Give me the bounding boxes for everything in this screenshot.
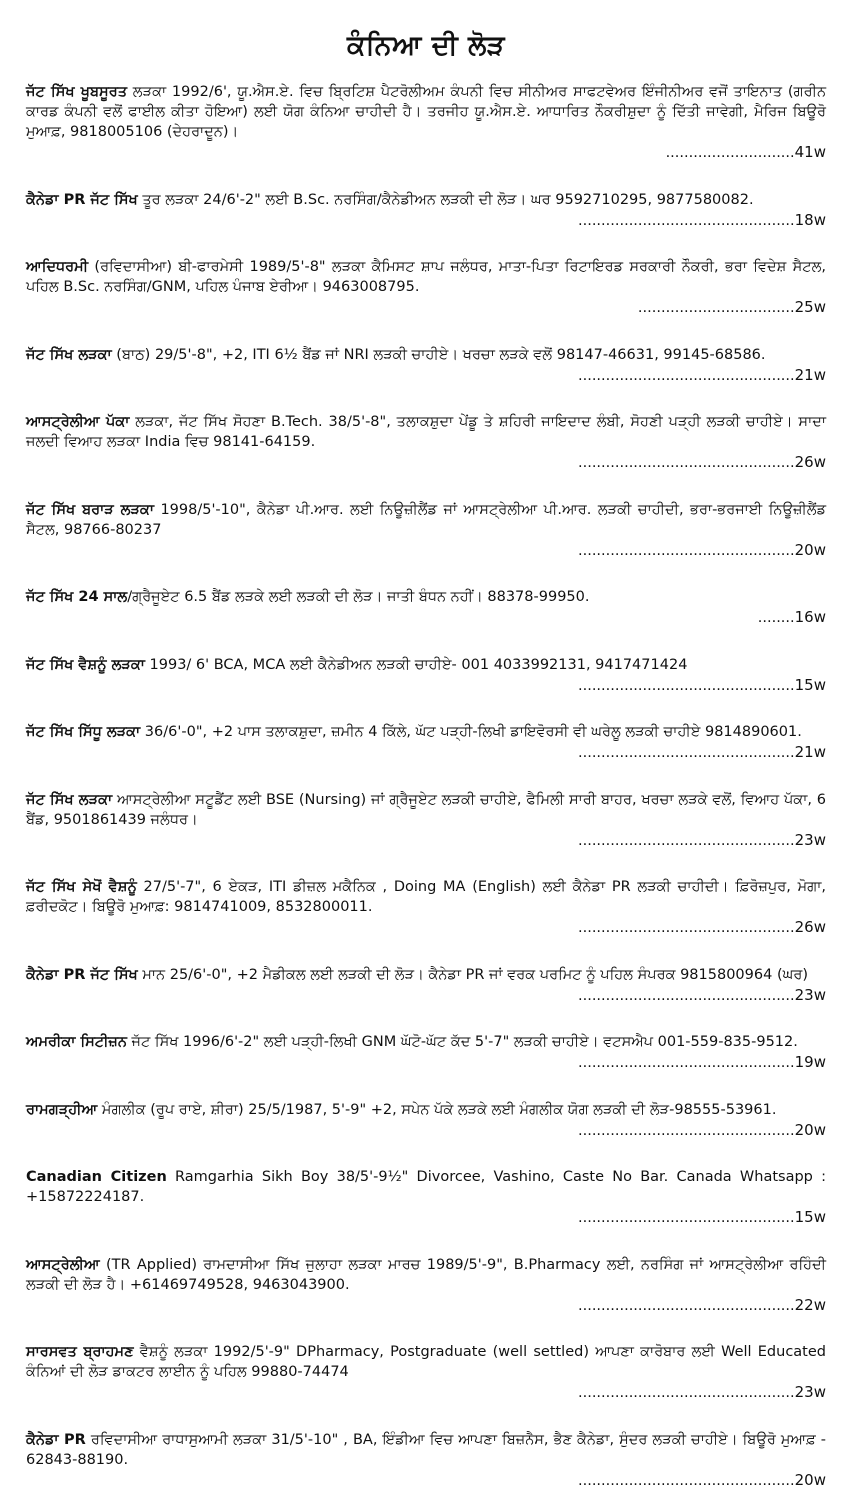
ad-leader-dots: ............................................... [578,1472,795,1489]
ad-lead: Canadian Citizen [26,1169,167,1185]
ad-body: ਰਵਿਦਾਸੀਆ ਰਾਧਾਸੁਆਮੀ ਲੜਕਾ 31/5'-10" , BA, ਇੰਡੀਆ ਵਿਚ ਆਪਣਾ ਬਿਜ਼ਨੈਸ, ਭੈਣ ਕੈਨੇਡਾ, ਸੁੰਦਰ ਲੜਕੀ ਚਾਹੀਏ। ਬਿਊਰੋ ਮੁਆਫ਼ - 62843-88190. [26,1431,826,1468]
classified-ad [26,587,826,628]
ad-body: /ਗ੍ਰੈਜੂਏਟ 6.5 ਬੈਂਡ ਲੜਕੇ ਲਈ ਲੜਕੀ ਦੀ ਲੋੜ। ਜਾਤੀ ਬੰਧਨ ਨਹੀਂ। 88378-99950. [127,589,590,605]
ad-body: 1993/ 6' BCA, MCA ਲਈ ਕੈਨੇਡੀਅਨ ਲੜਕੀ ਚਾਹੀਏ- 001 4033992131, 9417471424 [144,656,688,673]
ad-lead: ਕੈਨੇਡਾ PR ਜੱਟ ਸਿੱਖ [26,966,138,983]
ad-lead: ਕੈਨੇਡਾ PR [26,1431,86,1448]
ad-lead: ਜੱਟ ਸਿੱਖ ਲੜਕਾ [26,346,112,363]
ad-leader-dots: ............................................... [578,1055,795,1071]
classified-ad [26,722,826,763]
ad-body: Ramgarhia Sikh Boy 38/5'-9½" Divorcee, Vashino, Caste No Bar. Canada Whatsapp : +15872224187. [26,1169,826,1205]
ad-footer [26,365,826,386]
ad-footer [26,452,826,473]
ad-code: 26w [794,453,826,471]
ad-lead: ਜੱਟ ਸਿੱਖ ਸਿੱਧੂ ਲੜਕਾ [26,724,141,740]
ad-footer [26,1207,826,1228]
classified-ad [26,345,826,386]
ad-body: 36/6'-0", +2 ਪਾਸ ਤਲਾਕਸ਼ੁਦਾ, ਜ਼ਮੀਨ 4 ਕਿੱਲੇ, ਘੱਟ ਪੜ੍ਹੀ-ਲਿਖੀ ਡਾਇਵੋਰਸੀ ਵੀ ਘਰੇਲੂ ਲੜਕੀ ਚਾਹੀਏ 9814890601. [140,724,802,740]
ad-body: ਤੂਰ ਲੜਕਾ 24/6'-2" ਲਈ B.Sc. ਨਰਸਿੰਗ/ਕੈਨੇਡੀਅਨ ਲੜਕੀ ਦੀ ਲੋੜ। ਘਰ 9592710295, 9877580082. [137,191,754,208]
ad-lead: ਆਸਟ੍ਰੇਲੀਆ [26,1256,100,1273]
ad-code: 15w [794,675,826,694]
ad-lead: ਜੱਟ ਸਿੱਖ ਖੂਬਸੂਰਤ [26,84,127,100]
ad-footer [26,210,826,231]
classified-ad [26,1255,826,1316]
ad-footer [26,540,826,561]
ad-code: 15w [794,1208,826,1226]
ad-leader-dots: ........ [757,610,795,626]
ad-code: 22w [794,1295,826,1314]
ad-code: 20w [794,1470,826,1489]
ad-lead: ਜੱਟ ਸਿੱਖ 24 ਸਾਲ [26,589,128,605]
ad-lead: ਜੱਟ ਸਿੱਖ ਸੇਖੋਂ ਵੈਸ਼ਨੂੰ [26,879,137,895]
ad-leader-dots: ............................................... [578,1297,795,1314]
ad-leader-dots: ............................................... [578,212,795,229]
ad-leader-dots: ............................................... [578,832,795,849]
ad-lead: ਆਦਿਧਰਮੀ [26,259,89,275]
ad-code: 21w [794,365,826,384]
ad-body: 27/5'-7", 6 ਏਕੜ, ITI ਡੀਜ਼ਲ ਮਕੈਨਿਕ , Doing MA (English) ਲਈ ਕੈਨੇਡਾ PR ਲੜਕੀ ਚਾਹੀਦੀ। ਫ਼ਿਰੋਜ਼ਪੁਰ, ਮੋਗਾ, ਫ਼ਰੀਦਕੋਟ। ਬਿਊਰੋ ਮੁਆਫ਼: 9814741009, 8532800011. [26,879,826,915]
ad-leader-dots: ............................ [665,145,795,161]
ad-code: 23w [794,985,826,1004]
ad-lead: ਜੱਟ ਸਿੱਖ ਲੜਕਾ [26,791,113,808]
ad-leader-dots: ............................................... [578,1210,795,1226]
ad-code: 21w [794,743,826,761]
ad-code: 26w [794,918,826,936]
ad-body: 1998/5'-10", ਕੈਨੇਡਾ ਪੀ.ਆਰ. ਲਈ ਨਿਊਜ਼ੀਲੈਂਡ ਜਾਂ ਆਸਟ੍ਰੇਲੀਆ ਪੀ.ਆਰ. ਲੜਕੀ ਚਾਹੀਦੀ, ਭਰਾ-ਭਰਜਾਈ ਨਿਊਜ਼ੀਲੈਂਡ ਸੈਟਲ, 98766-80237 [26,501,826,538]
ad-footer [26,1295,826,1316]
classified-ad [26,1342,826,1403]
ad-code: 20w [794,1120,826,1139]
ad-lead: ਕੈਨੇਡਾ PR ਜੱਟ ਸਿੱਖ [26,191,138,208]
ad-leader-dots: ............................................... [578,1122,795,1139]
classified-ad [26,257,826,318]
ad-leader-dots: ............................................... [578,987,795,1004]
ad-leader-dots: ............................................... [578,367,795,384]
ad-footer [26,1470,826,1491]
ad-leader-dots: ............................................... [578,677,795,694]
ad-leader-dots: ............................................... [578,1385,795,1401]
ad-code: 25w [794,298,826,316]
ad-leader-dots: ............................................... [578,542,795,559]
ad-leader-dots: .................................. [637,300,795,316]
ad-footer [26,1052,826,1073]
ad-footer [26,675,826,696]
ad-leader-dots: ............................................... [578,455,795,471]
ad-body: ਲੜਕਾ 1992/6', ਯੂ.ਐਸ.ਏ. ਵਿਚ ਬ੍ਰਿਟਿਸ਼ ਪੈਟਰੋਲੀਅਮ ਕੰਪਨੀ ਵਿਚ ਸੀਨੀਅਰ ਸਾਫਟਵੇਅਰ ਇੰਜੀਨੀਅਰ ਵਜੋਂ ਤਾਇਨਾਤ (ਗਰੀਨ ਕਾਰਡ ਕੰਪਨੀ ਵਲੋਂ ਫਾਈਲ ਕੀਤਾ ਹੋਇਆ) ਲਈ ਯੋਗ ਕੰਨਿਆ ਚਾਹੀਦੀ ਹੈ। ਤਰਜੀਹ ਯੂ.ਐਸ.ਏ. ਆਧਾਰਿਤ ਨੌਕਰੀਸ਼ੁਦਾ ਨੂੰ ਦਿੱਤੀ ਜਾਵੇਗੀ, ਮੈਰਿਜ ਬਿਊਰੋ ਮੁਆਫ਼, 9818005106 (ਦੇਹਰਾਦੂਨ)। [26,84,827,140]
ad-lead: ਜੱਟ ਸਿੱਖ ਬਰਾੜ ਲੜਕਾ [26,501,154,518]
ad-lead: ਸਾਰਸਵਤ ਬ੍ਰਾਹਮਣ [26,1344,134,1360]
classified-ad [26,1167,826,1228]
ad-body: ਜੱਟ ਸਿੱਖ 1996/6'-2" ਲਈ ਪੜ੍ਹੀ-ਲਿਖੀ GNM ਘੱਟੋ-ਘੱਟ ਕੱਦ 5'-7" ਲੜਕੀ ਚਾਹੀਏ। ਵਟਸਐਪ 001-559-835-9512. [126,1034,798,1050]
ad-code: 23w [794,1383,826,1401]
classified-ad [26,790,826,851]
ad-footer [26,742,826,763]
ad-footer [26,297,826,318]
ad-code: 23w [794,830,826,849]
ad-lead: ਜੱਟ ਸਿੱਖ ਵੈਸ਼ਨੂੰ ਲੜਕਾ [26,656,145,673]
ad-body: (ਰਵਿਦਾਸੀਆ) ਬੀ-ਫਾਰਮੇਸੀ 1989/5'-8" ਲੜਕਾ ਕੈਮਿਸਟ ਸ਼ਾਪ ਜਲੰਧਰ, ਮਾਤਾ-ਪਿਤਾ ਰਿਟਾਇਰਡ ਸਰਕਾਰੀ ਨੌਕਰੀ, ਭਰਾ ਵਿਦੇਸ਼ ਸੈਟਲ, ਪਹਿਲ B.Sc. ਨਰਸਿੰਗ/GNM, ਪਹਿਲ ਪੰਜਾਬ ਏਰੀਆ। 9463008795. [26,259,826,295]
classified-ad [26,1430,826,1491]
classified-ad [26,82,826,163]
ad-body: ਮਾਨ 25/6'-0", +2 ਮੈਡੀਕਲ ਲਈ ਲੜਕੀ ਦੀ ਲੋੜ। ਕੈਨੇਡਾ PR ਜਾਂ ਵਰਕ ਪਰਮਿਟ ਨੂੰ ਪਹਿਲ ਸੰਪਰਕ 9815800964 (ਘਰ) [137,966,809,983]
classified-ad [26,412,826,473]
ad-footer [26,607,826,628]
ad-leader-dots: ............................................... [578,745,795,761]
ad-body: ਮੰਗਲੀਕ (ਰੂਪ ਰਾਏ, ਸ਼ੀਰਾ) 25/5/1987, 5'-9" +2, ਸਪੇਨ ਪੱਕੇ ਲੜਕੇ ਲਈ ਮੰਗਲੀਕ ਯੋਗ ਲੜਕੀ ਦੀ ਲੋੜ-98555-53961. [97,1101,777,1118]
ad-body: (TR Applied) ਰਾਮਦਾਸੀਆ ਸਿੱਖ ਜੁਲਾਹਾ ਲੜਕਾ ਮਾਰਚ 1989/5'-9", B.Pharmacy ਲਈ, ਨਰਸਿੰਗ ਜਾਂ ਆਸਟ੍ਰੇਲੀਆ ਰਹਿੰਦੀ ਲੜਕੀ ਦੀ ਲੋੜ ਹੈ। +61469749528, 9463043900. [26,1256,826,1293]
classified-ad [26,500,826,561]
ad-lead: ਰਾਮਗੜ੍ਹੀਆ [26,1101,98,1118]
ad-lead: ਅਮਰੀਕਾ ਸਿਟੀਜ਼ਨ [26,1034,127,1050]
ad-code: 20w [794,540,826,559]
ad-leader-dots: ............................................... [578,920,795,936]
page-title: ਕੰਨਿਆ ਦੀ ਲੋੜ [346,30,506,61]
ad-footer [26,985,826,1006]
ad-footer [26,830,826,851]
classified-ad [26,655,826,696]
ad-code: 16w [794,608,826,626]
ad-code: 18w [794,210,826,229]
ad-code: 19w [794,1053,826,1071]
classified-ad [26,1100,826,1141]
ad-footer [26,917,826,938]
classified-ad [26,965,826,1006]
ad-code: 41w [794,143,826,161]
ad-list [26,82,826,1491]
classified-ad [26,190,826,231]
ad-footer [26,1382,826,1403]
ad-footer [26,142,826,163]
classified-ad [26,877,826,938]
ad-body: (ਬਾਠ) 29/5'-8", +2, ITI 6½ ਬੈਂਡ ਜਾਂ NRI ਲੜਕੀ ਚਾਹੀਏ। ਖਰਚਾ ਲੜਕੇ ਵਲੋਂ 98147-46631, 99145-68586. [111,346,766,363]
ad-body: ਲੜਕਾ, ਜੱਟ ਸਿੱਖ ਸੋਹਣਾ B.Tech. 38/5'-8", ਤਲਾਕਸ਼ੁਦਾ ਪੇਂਡੂ ਤੇ ਸ਼ਹਿਰੀ ਜਾਇਦਾਦ ਲੰਬੀ, ਸੋਹਣੀ ਪੜ੍ਹੀ ਲੜਕੀ ਚਾਹੀਏ। ਸਾਦਾ ਜਲਦੀ ਵਿਆਹ ਲੜਕਾ India ਵਿਚ 98141-64159. [26,414,826,450]
classified-ad [26,1032,826,1073]
ad-lead: ਆਸਟ੍ਰੇਲੀਆ ਪੱਕਾ [26,414,130,430]
ad-body: ਵੈਸ਼ਨੂੰ ਲੜਕਾ 1992/5'-9" DPharmacy, Postgraduate (well settled) ਆਪਣਾ ਕਾਰੋਬਾਰ ਲਈ Well Educated ਕੰਨਿਆਂ ਦੀ ਲੋੜ ਡਾਕਟਰ ਲਾਈਨ ਨੂੰ ਪਹਿਲ 99880-74474 [26,1344,826,1380]
ad-footer [26,1120,826,1141]
ad-body: ਆਸਟ੍ਰੇਲੀਆ ਸਟੂਡੈਂਟ ਲਈ BSE (Nursing) ਜਾਂ ਗ੍ਰੈਜੂਏਟ ਲੜਕੀ ਚਾਹੀਏ, ਫੈਮਿਲੀ ਸਾਰੀ ਬਾਹਰ, ਖਰਚਾ ਲੜਕੇ ਵਲੋਂ, ਵਿਆਹ ਪੱਕਾ, 6 ਬੈਂਡ, 9501861439 ਜਲੰਧਰ। [26,791,826,828]
